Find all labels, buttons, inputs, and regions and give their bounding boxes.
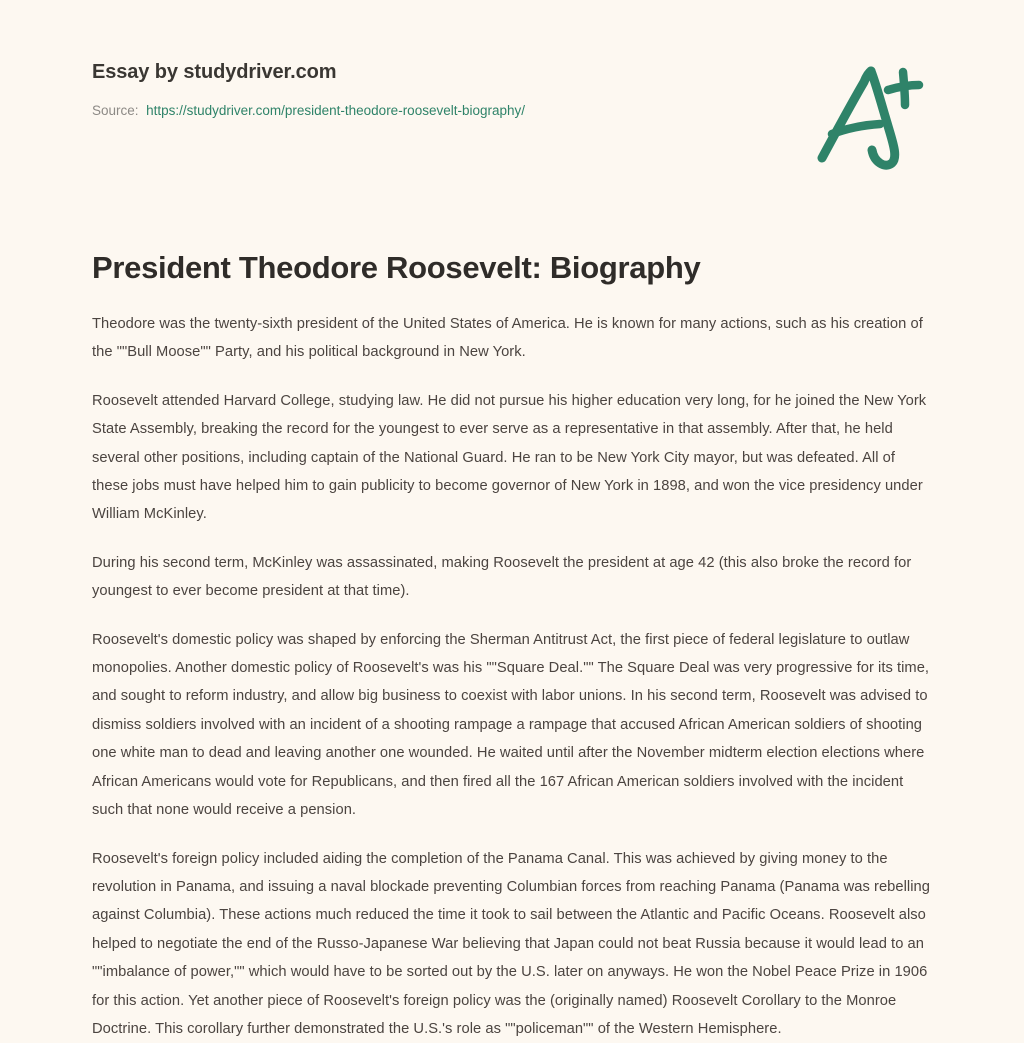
essay-byline: Essay by studydriver.com bbox=[92, 60, 932, 84]
source-url-link[interactable]: https://studydriver.com/president-theodore-roosevelt-biography/ bbox=[146, 103, 525, 118]
a-plus-logo-icon bbox=[806, 58, 934, 170]
body-paragraph: During his second term, McKinley was assassinated, making Roosevelt the president at age 42 (this also broke the record for youngest to ever become president at that time). bbox=[92, 549, 933, 606]
essay-body bbox=[92, 310, 933, 1043]
body-paragraph: Roosevelt attended Harvard College, studying law. He did not pursue his higher education very long, for he joined the New York State Assembly, breaking the record for the youngest to ever serve as a representative in that assembly. After that, he held several other positions, including captain of the National Guard. He ran to be New York City mayor, but was defeated. All of these jobs must have helped him to gain publicity to become governor of New York in 1898, and won the vice presidency under William McKinley. bbox=[92, 387, 933, 529]
body-paragraph: Theodore was the twenty-sixth president of the United States of America. He is known for many actions, such as his creation of the ""Bull Moose"" Party, and his political background in New York. bbox=[92, 310, 933, 367]
body-paragraph: Roosevelt's domestic policy was shaped by enforcing the Sherman Antitrust Act, the first piece of federal legislature to outlaw monopolies. Another domestic policy of Roosevelt's was his ""Square Deal."" The Square Deal was very progressive for its time, and sought to reform industry, and allow big business to coexist with labor unions. In his second term, Roosevelt was advised to dismiss soldiers involved with an incident of a shooting rampage a rampage that accused African American soldiers of shooting one white man to dead and leaving another one wounded. He waited until after the November midterm election elections where African Americans would vote for Republicans, and then fired all the 167 African American soldiers involved with the incident such that none would receive a pension. bbox=[92, 626, 933, 825]
source-label: Source: bbox=[92, 103, 139, 118]
body-paragraph: Roosevelt's foreign policy included aiding the completion of the Panama Canal. This was achieved by giving money to the revolution in Panama, and issuing a naval blockade preventing Columbian forces from reaching Panama (Panama was rebelling against Columbia). These actions much reduced the time it took to sail between the Atlantic and Pacific Oceans. Roosevelt also helped to negotiate the end of the Russo-Japanese War believing that Japan could not beat Russia because it would lead to an ""imbalance of power,"" which would have to be sorted out by the U.S. later on anyways. He won the Nobel Peace Prize in 1906 for this action. Yet another piece of Roosevelt's foreign policy was the (originally named) Roosevelt Corollary to the Monroe Doctrine. This corollary further demonstrated the U.S.'s role as ""policeman"" of the Western Hemisphere. bbox=[92, 845, 933, 1043]
a-plus-logo bbox=[806, 58, 934, 170]
page-title: President Theodore Roosevelt: Biography bbox=[92, 249, 932, 288]
